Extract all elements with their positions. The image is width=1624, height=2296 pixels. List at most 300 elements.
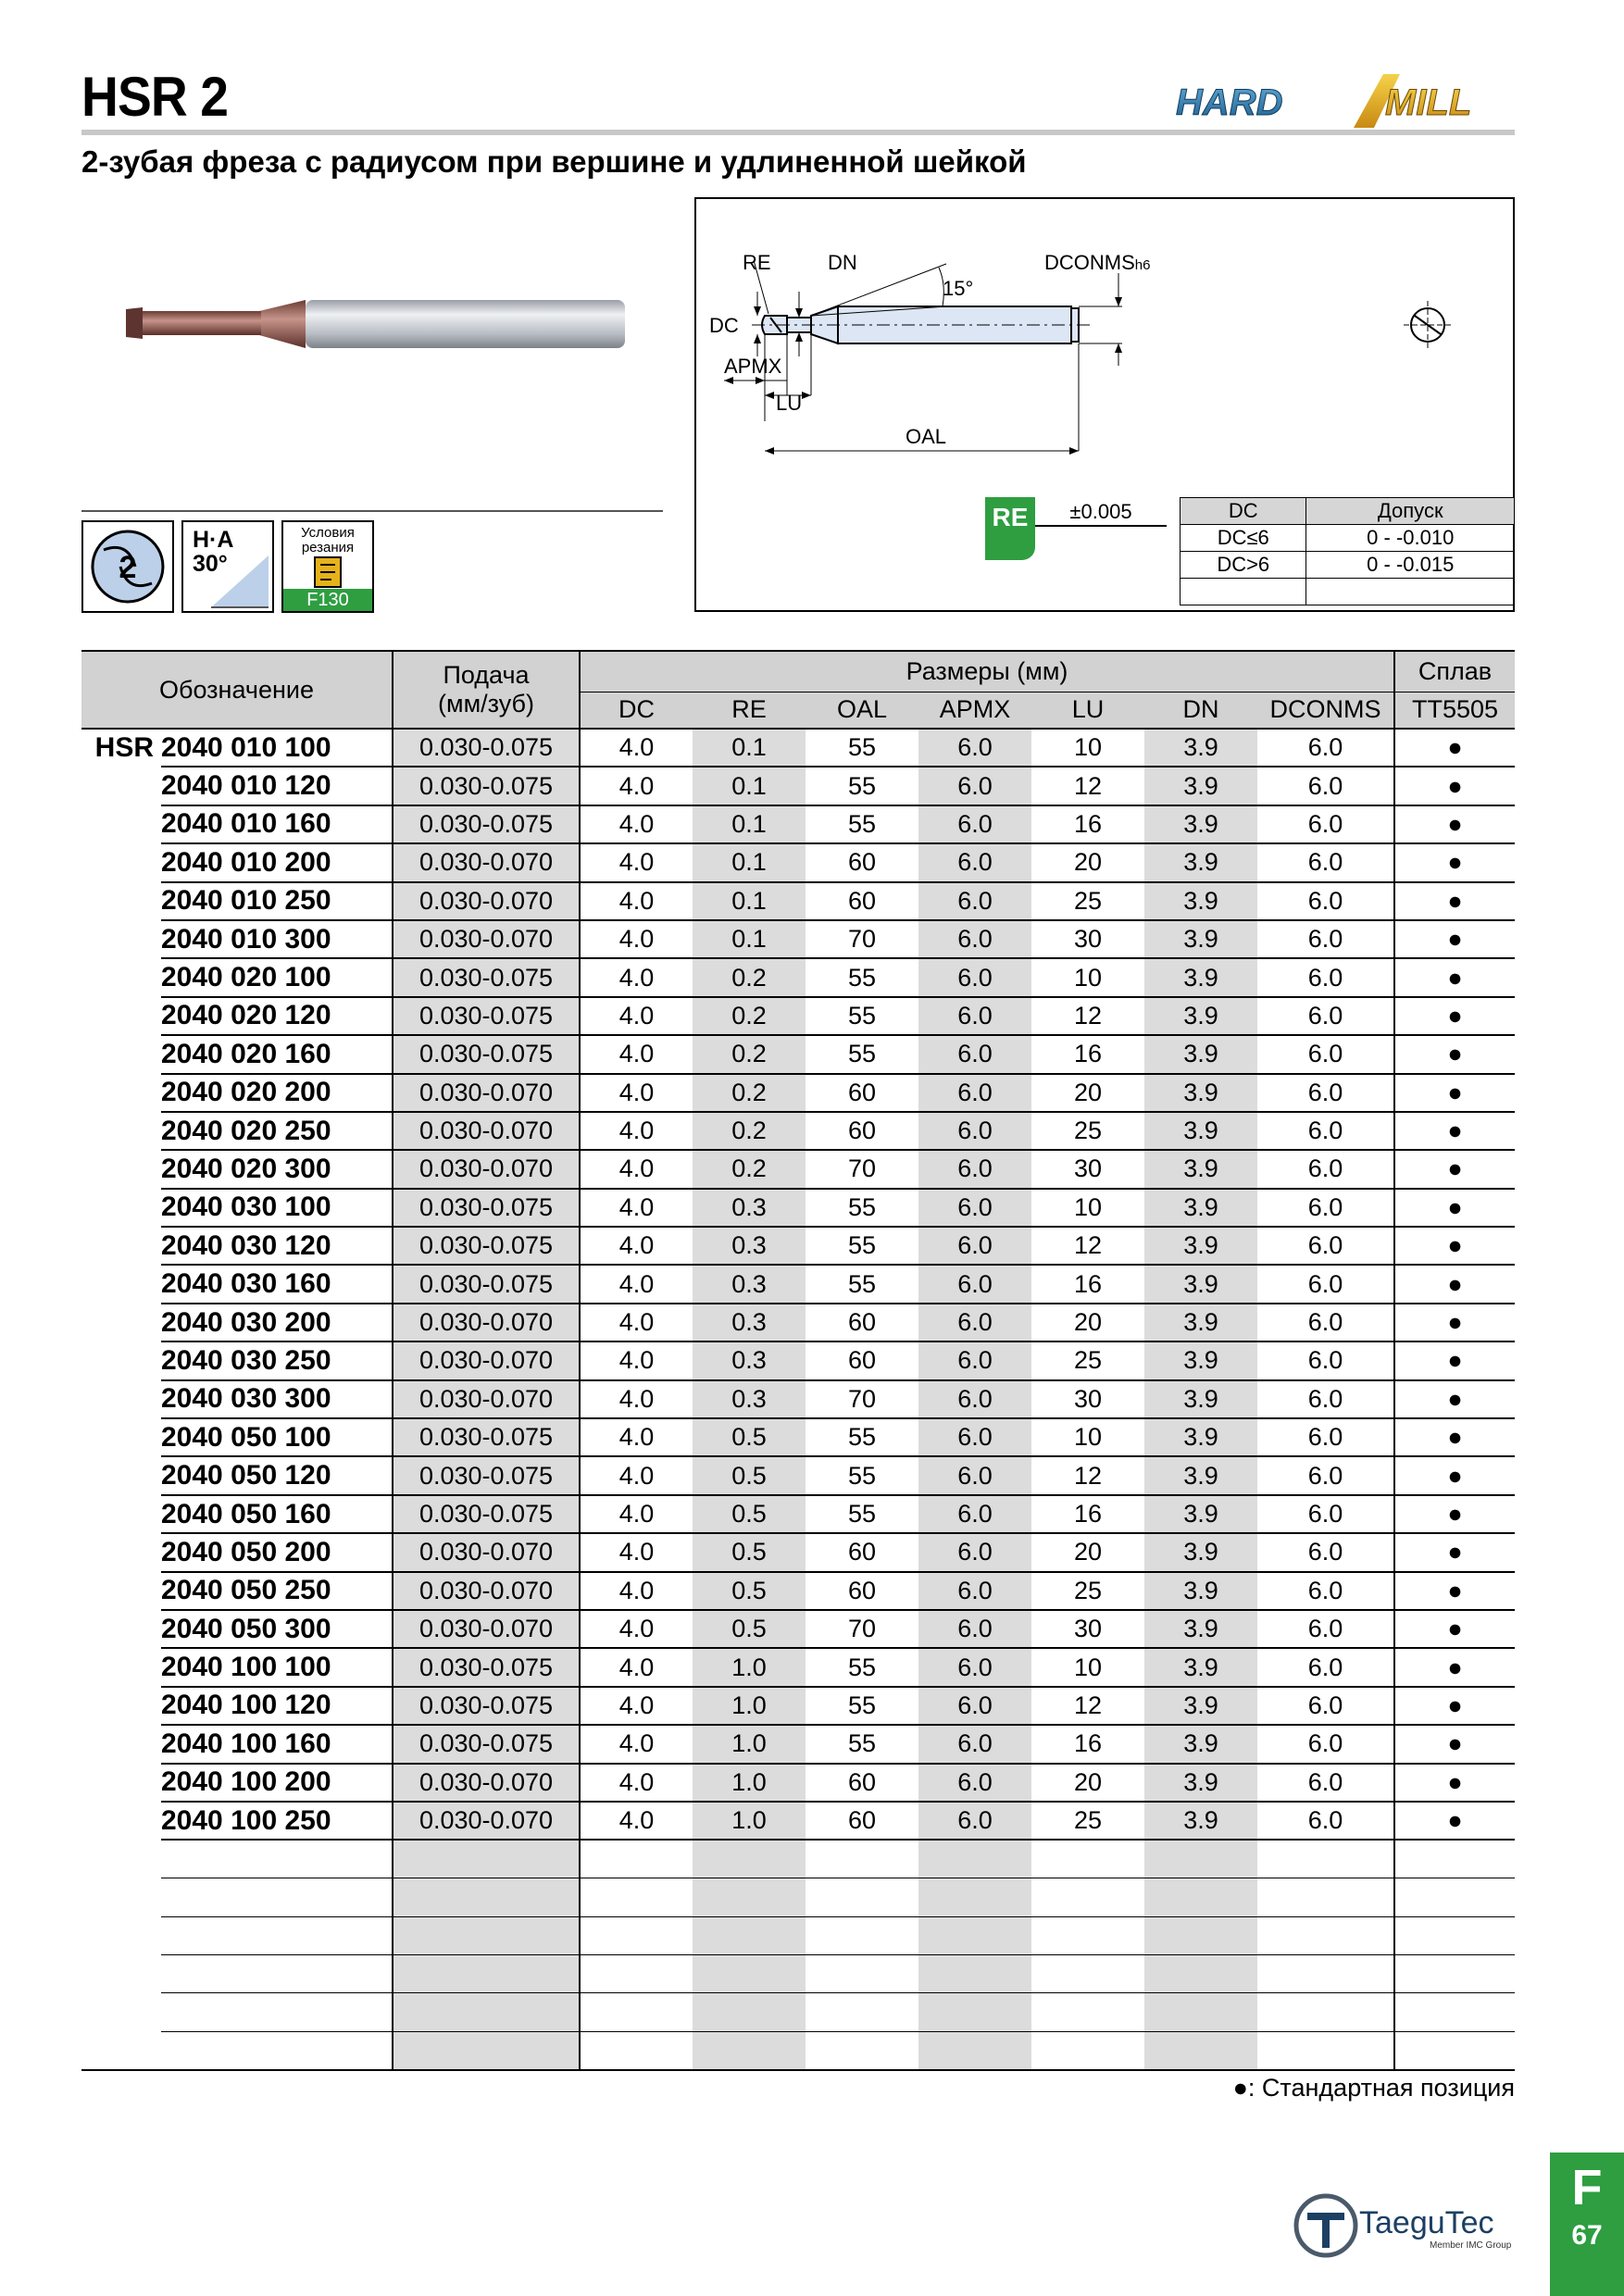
availability-mark: ● (1394, 1725, 1515, 1763)
cell-apmx: 6.0 (918, 1533, 1031, 1571)
title-rule (81, 130, 1515, 135)
cell-lu: 12 (1031, 767, 1144, 805)
empty-cell (1031, 1955, 1144, 1993)
tol-header-dc: DC (1181, 498, 1306, 525)
empty-cell (1394, 1993, 1515, 2031)
cell-dc: 4.0 (580, 1112, 693, 1150)
tool-photo (120, 287, 639, 361)
empty-cell (918, 1993, 1031, 2031)
cell-lu: 12 (1031, 1227, 1144, 1265)
cell-dn: 3.9 (1144, 1687, 1257, 1725)
header-grade: TT5505 (1394, 692, 1515, 729)
cell-designation: 2040 030 200 (161, 1304, 393, 1341)
series-prefix (81, 1074, 161, 1112)
empty-cell (806, 1955, 918, 1993)
label-lu: LU (776, 392, 803, 415)
empty-cell (393, 1840, 580, 1878)
hardmill-logo (1168, 72, 1515, 130)
cell-dconms: 6.0 (1257, 1456, 1394, 1494)
series-prefix (81, 1265, 161, 1303)
cell-lu: 30 (1031, 1610, 1144, 1648)
empty-cell (1031, 1878, 1144, 1916)
empty-cell (580, 1955, 693, 1993)
availability-mark: ● (1394, 1456, 1515, 1494)
cell-designation: 2040 100 120 (161, 1687, 393, 1725)
label-dconms: DCONMSh6 (1044, 251, 1151, 274)
table-row (81, 1265, 1515, 1303)
empty-cell (693, 2031, 806, 2069)
cell-dc: 4.0 (580, 1764, 693, 1802)
cell-dconms: 6.0 (1257, 1648, 1394, 1686)
header-oal: OAL (806, 692, 918, 729)
cell-dn: 3.9 (1144, 1265, 1257, 1303)
cell-designation: 2040 100 160 (161, 1725, 393, 1763)
table-row (81, 1035, 1515, 1073)
cell-dc: 4.0 (580, 1687, 693, 1725)
cell-apmx: 6.0 (918, 1112, 1031, 1150)
cell-feed: 0.030-0.075 (393, 1456, 580, 1494)
cell-oal: 60 (806, 1341, 918, 1379)
cell-apmx: 6.0 (918, 1802, 1031, 1840)
table-row (81, 1227, 1515, 1265)
cell-re: 0.1 (693, 843, 806, 881)
cell-dconms: 6.0 (1257, 1341, 1394, 1379)
label-oal: OAL (906, 425, 947, 448)
cell-designation: 2040 030 120 (161, 1227, 393, 1265)
cell-dc: 4.0 (580, 1150, 693, 1188)
cell-designation: 2040 050 100 (161, 1418, 393, 1456)
empty-cell (1144, 1993, 1257, 2031)
cell-designation: 2040 020 120 (161, 997, 393, 1035)
cell-feed: 0.030-0.070 (393, 1764, 580, 1802)
cell-designation: 2040 020 300 (161, 1150, 393, 1188)
cell-feed: 0.030-0.075 (393, 997, 580, 1035)
conditions-label: Условия резания (301, 525, 355, 555)
cell-re: 0.3 (693, 1189, 806, 1227)
availability-mark: ● (1394, 1418, 1515, 1456)
empty-cell (81, 1916, 161, 1954)
cell-oal: 55 (806, 805, 918, 843)
tol-cell-empty (1181, 579, 1306, 605)
empty-cell (806, 2031, 918, 2069)
separator-line (81, 510, 663, 512)
flute-count-icon (81, 520, 174, 613)
cell-dn: 3.9 (1144, 1456, 1257, 1494)
cell-dconms: 6.0 (1257, 997, 1394, 1035)
cell-lu: 16 (1031, 1035, 1144, 1073)
series-prefix (81, 1341, 161, 1379)
cell-lu: 20 (1031, 843, 1144, 881)
cell-dn: 3.9 (1144, 882, 1257, 920)
cell-feed: 0.030-0.075 (393, 1687, 580, 1725)
cell-dn: 3.9 (1144, 805, 1257, 843)
cell-dc: 4.0 (580, 1227, 693, 1265)
cell-re: 1.0 (693, 1687, 806, 1725)
table-row (81, 1725, 1515, 1763)
cell-designation: 2040 010 100 (161, 729, 393, 767)
cell-dconms: 6.0 (1257, 1802, 1394, 1840)
cell-lu: 16 (1031, 1495, 1144, 1533)
empty-cell (1257, 1840, 1394, 1878)
empty-cell (1394, 1840, 1515, 1878)
cell-dn: 3.9 (1144, 1495, 1257, 1533)
cell-oal: 70 (806, 1150, 918, 1188)
table-row (81, 1456, 1515, 1494)
table-row (81, 1572, 1515, 1610)
label-dn: DN (828, 251, 857, 274)
empty-cell (1394, 1878, 1515, 1916)
availability-mark: ● (1394, 767, 1515, 805)
cell-designation: 2040 050 200 (161, 1533, 393, 1571)
empty-row (81, 1878, 1515, 1916)
header-dn: DN (1144, 692, 1257, 729)
cell-re: 0.1 (693, 729, 806, 767)
empty-cell (580, 2031, 693, 2069)
cell-dc: 4.0 (580, 843, 693, 881)
empty-row (81, 1993, 1515, 2031)
table-row (81, 805, 1515, 843)
cell-apmx: 6.0 (918, 1725, 1031, 1763)
section-tab (1550, 2152, 1624, 2296)
helix-label: H·A (193, 527, 234, 553)
cell-apmx: 6.0 (918, 1304, 1031, 1341)
cell-lu: 16 (1031, 805, 1144, 843)
cutting-conditions-icon (281, 520, 374, 613)
empty-cell (1394, 1955, 1515, 1993)
cell-re: 0.3 (693, 1304, 806, 1341)
cell-re: 1.0 (693, 1802, 806, 1840)
page-title: HSR 2 (81, 66, 228, 128)
cell-lu: 20 (1031, 1074, 1144, 1112)
availability-mark: ● (1394, 1265, 1515, 1303)
cell-feed: 0.030-0.075 (393, 958, 580, 996)
cell-apmx: 6.0 (918, 1189, 1031, 1227)
cell-feed: 0.030-0.070 (393, 920, 580, 958)
empty-cell (1257, 1916, 1394, 1954)
cell-dconms: 6.0 (1257, 1265, 1394, 1303)
empty-cell (1031, 1916, 1144, 1954)
empty-cell (161, 1916, 393, 1954)
series-prefix (81, 1112, 161, 1150)
cell-designation: 2040 010 200 (161, 843, 393, 881)
cell-lu: 30 (1031, 920, 1144, 958)
empty-row (81, 1840, 1515, 1878)
series-prefix (81, 920, 161, 958)
availability-mark: ● (1394, 1495, 1515, 1533)
label-dc: DC (709, 314, 739, 337)
cell-re: 0.2 (693, 1074, 806, 1112)
cell-lu: 20 (1031, 1764, 1144, 1802)
series-prefix (81, 1304, 161, 1341)
empty-cell (918, 1955, 1031, 1993)
empty-cell (1031, 1840, 1144, 1878)
availability-mark: ● (1394, 1074, 1515, 1112)
cell-re: 1.0 (693, 1725, 806, 1763)
cell-feed: 0.030-0.075 (393, 767, 580, 805)
empty-cell (806, 1840, 918, 1878)
cell-oal: 55 (806, 958, 918, 996)
cell-dn: 3.9 (1144, 1533, 1257, 1571)
cell-designation: 2040 030 300 (161, 1380, 393, 1418)
table-row (81, 1112, 1515, 1150)
cell-feed: 0.030-0.070 (393, 843, 580, 881)
series-prefix (81, 843, 161, 881)
cell-designation: 2040 030 100 (161, 1189, 393, 1227)
empty-cell (393, 2031, 580, 2069)
cell-feed: 0.030-0.075 (393, 1035, 580, 1073)
empty-cell (161, 1993, 393, 2031)
cell-apmx: 6.0 (918, 882, 1031, 920)
cell-dc: 4.0 (580, 1380, 693, 1418)
taegutec-logo (1291, 2187, 1522, 2261)
product-table (81, 650, 1515, 2071)
empty-cell (1144, 1840, 1257, 1878)
empty-cell (918, 1916, 1031, 1954)
empty-cell (81, 1955, 161, 1993)
availability-mark: ● (1394, 1341, 1515, 1379)
cell-designation: 2040 030 160 (161, 1265, 393, 1303)
cell-dn: 3.9 (1144, 1764, 1257, 1802)
cell-lu: 25 (1031, 882, 1144, 920)
cell-lu: 20 (1031, 1304, 1144, 1341)
cell-re: 0.3 (693, 1227, 806, 1265)
section-letter: F (1571, 2160, 1603, 2215)
label-angle: 15° (943, 277, 974, 300)
cell-dc: 4.0 (580, 1610, 693, 1648)
cell-dconms: 6.0 (1257, 882, 1394, 920)
cell-dconms: 6.0 (1257, 1687, 1394, 1725)
svg-text:MILL: MILL (1385, 82, 1472, 123)
series-prefix: HSR (94, 732, 154, 764)
helix-angle-icon (181, 520, 274, 613)
cell-lu: 10 (1031, 729, 1144, 767)
cell-dconms: 6.0 (1257, 1035, 1394, 1073)
empty-cell (918, 2031, 1031, 2069)
cell-re: 0.3 (693, 1341, 806, 1379)
empty-cell (161, 1840, 393, 1878)
series-prefix (81, 1648, 161, 1686)
empty-cell (1257, 1955, 1394, 1993)
cell-dconms: 6.0 (1257, 1495, 1394, 1533)
cell-re: 1.0 (693, 1764, 806, 1802)
tol-cell: DC>6 (1181, 552, 1306, 579)
availability-mark: ● (1394, 729, 1515, 767)
table-row (81, 1533, 1515, 1571)
header-dconms: DCONMS (1257, 692, 1394, 729)
cell-dc: 4.0 (580, 1189, 693, 1227)
cell-re: 0.5 (693, 1456, 806, 1494)
cell-dn: 3.9 (1144, 1150, 1257, 1188)
series-prefix (81, 1380, 161, 1418)
empty-cell (693, 1955, 806, 1993)
availability-mark: ● (1394, 805, 1515, 843)
cell-feed: 0.030-0.070 (393, 1533, 580, 1571)
cell-dc: 4.0 (580, 729, 693, 767)
cell-designation: 2040 010 250 (161, 882, 393, 920)
header-alloy: Сплав (1394, 651, 1515, 692)
empty-cell (1031, 1993, 1144, 2031)
cell-dc: 4.0 (580, 1304, 693, 1341)
cell-dc: 4.0 (580, 1725, 693, 1763)
table-row (81, 920, 1515, 958)
cell-dconms: 6.0 (1257, 920, 1394, 958)
page-number: 67 (1571, 2220, 1603, 2251)
cell-designation: 2040 050 300 (161, 1610, 393, 1648)
cell-re: 0.3 (693, 1265, 806, 1303)
cell-feed: 0.030-0.075 (393, 1418, 580, 1456)
availability-mark: ● (1394, 920, 1515, 958)
cell-lu: 30 (1031, 1380, 1144, 1418)
cell-dc: 4.0 (580, 1456, 693, 1494)
cell-dconms: 6.0 (1257, 1610, 1394, 1648)
brand-tagline: Member IMC Group (1430, 2240, 1512, 2251)
availability-mark: ● (1394, 1189, 1515, 1227)
cell-dn: 3.9 (1144, 1035, 1257, 1073)
empty-cell (693, 1916, 806, 1954)
cell-lu: 25 (1031, 1341, 1144, 1379)
series-prefix (81, 1418, 161, 1456)
series-prefix (81, 1533, 161, 1571)
header-dc: DC (580, 692, 693, 729)
empty-cell (580, 1840, 693, 1878)
cell-oal: 55 (806, 1648, 918, 1686)
table-row (81, 767, 1515, 805)
cell-oal: 55 (806, 1725, 918, 1763)
availability-mark: ● (1394, 882, 1515, 920)
cell-designation: 2040 100 250 (161, 1802, 393, 1840)
cell-re: 0.5 (693, 1495, 806, 1533)
cell-dc: 4.0 (580, 958, 693, 996)
cell-dn: 3.9 (1144, 1227, 1257, 1265)
empty-cell (1144, 2031, 1257, 2069)
empty-cell (1257, 1993, 1394, 2031)
cell-lu: 10 (1031, 1648, 1144, 1686)
empty-cell (806, 1993, 918, 2031)
cell-lu: 10 (1031, 1418, 1144, 1456)
cell-feed: 0.030-0.075 (393, 1189, 580, 1227)
cell-re: 0.2 (693, 1150, 806, 1188)
cell-dconms: 6.0 (1257, 1189, 1394, 1227)
cell-apmx: 6.0 (918, 729, 1031, 767)
cell-dn: 3.9 (1144, 1189, 1257, 1227)
cell-apmx: 6.0 (918, 1687, 1031, 1725)
empty-cell (580, 1916, 693, 1954)
empty-cell (918, 1840, 1031, 1878)
cell-oal: 55 (806, 1418, 918, 1456)
cell-designation: 2040 020 200 (161, 1074, 393, 1112)
cell-apmx: 6.0 (918, 1150, 1031, 1188)
empty-cell (1144, 1916, 1257, 1954)
cell-dc: 4.0 (580, 805, 693, 843)
cell-feed: 0.030-0.070 (393, 1150, 580, 1188)
empty-cell (161, 1955, 393, 1993)
availability-mark: ● (1394, 997, 1515, 1035)
cell-re: 0.2 (693, 997, 806, 1035)
empty-cell (161, 1878, 393, 1916)
series-prefix (81, 805, 161, 843)
tol-cell: DC≤6 (1181, 525, 1306, 552)
cell-apmx: 6.0 (918, 843, 1031, 881)
cell-dc: 4.0 (580, 920, 693, 958)
cell-oal: 55 (806, 1189, 918, 1227)
availability-mark: ● (1394, 1572, 1515, 1610)
cell-dn: 3.9 (1144, 729, 1257, 767)
table-row (81, 729, 1515, 767)
cell-dn: 3.9 (1144, 1112, 1257, 1150)
cell-dn: 3.9 (1144, 1074, 1257, 1112)
cell-dconms: 6.0 (1257, 1380, 1394, 1418)
availability-mark: ● (1394, 1035, 1515, 1073)
cell-feed: 0.030-0.075 (393, 1725, 580, 1763)
cell-dn: 3.9 (1144, 1725, 1257, 1763)
cell-lu: 30 (1031, 1150, 1144, 1188)
cell-apmx: 6.0 (918, 767, 1031, 805)
series-prefix (81, 958, 161, 996)
cell-dn: 3.9 (1144, 958, 1257, 996)
cell-feed: 0.030-0.070 (393, 1802, 580, 1840)
re-tolerance-value: ±0.005 (1035, 497, 1167, 527)
series-prefix (81, 1764, 161, 1802)
table-row (81, 882, 1515, 920)
table-row (81, 1610, 1515, 1648)
tol-cell: 0 - -0.015 (1306, 552, 1515, 579)
series-prefix (81, 1725, 161, 1763)
availability-mark: ● (1394, 1687, 1515, 1725)
cell-dconms: 6.0 (1257, 1418, 1394, 1456)
empty-cell (806, 1878, 918, 1916)
empty-cell (393, 1993, 580, 2031)
cell-designation: 2040 100 200 (161, 1764, 393, 1802)
empty-cell (806, 1916, 918, 1954)
series-prefix (81, 1802, 161, 1840)
cell-oal: 60 (806, 1802, 918, 1840)
empty-cell (1144, 1878, 1257, 1916)
cell-re: 0.3 (693, 1380, 806, 1418)
cell-oal: 55 (806, 729, 918, 767)
availability-mark: ● (1394, 1380, 1515, 1418)
svg-text:HARD: HARD (1176, 82, 1283, 123)
table-row (81, 1648, 1515, 1686)
cell-lu: 12 (1031, 1456, 1144, 1494)
cell-dn: 3.9 (1144, 1418, 1257, 1456)
cell-apmx: 6.0 (918, 1418, 1031, 1456)
cell-feed: 0.030-0.070 (393, 1304, 580, 1341)
header-feed: Подача (мм/зуб) (393, 651, 580, 729)
table-row (81, 1418, 1515, 1456)
cell-feed: 0.030-0.075 (393, 1227, 580, 1265)
empty-cell (81, 1840, 161, 1878)
cell-feed: 0.030-0.075 (393, 805, 580, 843)
cell-oal: 55 (806, 1227, 918, 1265)
table-row (81, 1380, 1515, 1418)
cell-re: 0.1 (693, 767, 806, 805)
cell-designation: 2040 020 160 (161, 1035, 393, 1073)
empty-cell (81, 1878, 161, 1916)
cell-designation: 2040 010 160 (161, 805, 393, 843)
series-prefix (81, 1687, 161, 1725)
cell-lu: 12 (1031, 1687, 1144, 1725)
cell-dc: 4.0 (580, 1074, 693, 1112)
cell-lu: 16 (1031, 1265, 1144, 1303)
availability-mark: ● (1394, 843, 1515, 881)
cell-lu: 25 (1031, 1802, 1144, 1840)
cell-re: 0.2 (693, 1112, 806, 1150)
cell-dconms: 6.0 (1257, 1074, 1394, 1112)
cell-apmx: 6.0 (918, 997, 1031, 1035)
tol-cell-empty (1306, 579, 1515, 605)
cell-oal: 55 (806, 1035, 918, 1073)
cell-dconms: 6.0 (1257, 1533, 1394, 1571)
